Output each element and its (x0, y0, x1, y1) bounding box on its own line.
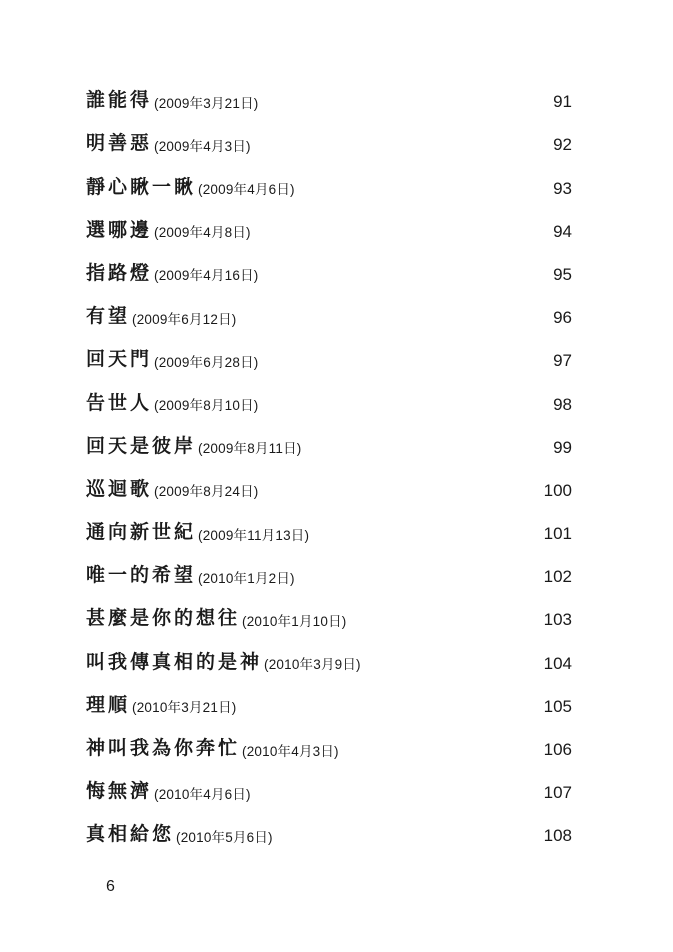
dot-leader (255, 786, 540, 800)
toc-entry-date: (2009年6月12日) (132, 311, 237, 327)
toc-entry (86, 292, 572, 335)
toc-entry-date: (2009年3月21日) (154, 95, 259, 111)
toc-entry (86, 335, 572, 378)
toc-entry-title: 告世人 (86, 391, 153, 414)
toc-entry (86, 119, 572, 162)
toc-entry-title: 巡迴歌 (86, 477, 153, 500)
toc-entry-date: (2010年5月6日) (176, 829, 273, 845)
dot-leader (262, 354, 549, 368)
dot-leader (305, 441, 549, 455)
dot-leader (240, 311, 549, 325)
toc-entry (86, 681, 572, 724)
toc-entry-title: 理順 (86, 693, 131, 716)
toc-entry-title: 靜心瞅一瞅 (86, 175, 197, 198)
toc-entry-title: 甚麼是你的想往 (86, 607, 241, 630)
toc-entry-page: 91 (553, 92, 572, 112)
toc-entry-page: 104 (543, 653, 572, 673)
dot-leader (350, 613, 539, 627)
toc-entry-date: (2010年1月10日) (242, 613, 347, 629)
dot-leader (299, 570, 540, 584)
toc-entry-title: 真相給您 (86, 823, 175, 846)
toc-entry-title: 神叫我為你奔忙 (86, 737, 241, 759)
dot-leader (343, 743, 540, 757)
toc-entry-title: 悔無濟 (86, 780, 153, 803)
toc-entry-page: 102 (543, 567, 572, 587)
dot-leader (262, 484, 539, 498)
toc-entry-title: 叫我傳真相的是神 (86, 650, 263, 673)
toc-entry-date: (2010年1月2日) (198, 570, 295, 586)
toc-entry (86, 422, 572, 465)
toc-entry-date: (2009年4月3日) (154, 138, 251, 154)
toc-entry-page: 96 (553, 308, 572, 328)
dot-leader (299, 182, 549, 196)
table-of-contents (86, 76, 572, 853)
toc-entry (86, 637, 572, 680)
toc-entry (86, 767, 572, 810)
toc-entry-title: 明善惡 (86, 132, 153, 155)
toc-entry-page: 103 (543, 610, 572, 630)
toc-entry-title: 回天門 (86, 348, 153, 371)
toc-entry-date: (2009年4月16日) (154, 268, 259, 284)
toc-entry (86, 206, 572, 249)
dot-leader (277, 829, 540, 843)
toc-entry-page: 97 (553, 351, 572, 371)
toc-entry-date: (2010年3月9日) (264, 657, 361, 673)
dot-leader (313, 527, 539, 541)
toc-entry (86, 810, 572, 853)
dot-leader (240, 700, 539, 714)
toc-entry-title: 選哪邊 (86, 218, 153, 241)
dot-leader (365, 657, 540, 671)
toc-entry-title: 回天是彼岸 (86, 434, 197, 457)
toc-entry-page: 107 (543, 783, 572, 803)
page-number: 6 (106, 878, 115, 895)
toc-entry-page: 105 (543, 696, 572, 716)
toc-entry-page: 94 (553, 221, 572, 241)
toc-entry-date: (2009年6月28日) (154, 354, 259, 370)
toc-entry-title: 通向新世紀 (86, 521, 197, 544)
toc-entry (86, 594, 572, 637)
toc-entry (86, 551, 572, 594)
toc-entry-title: 誰能得 (86, 89, 153, 112)
toc-entry-page: 99 (553, 437, 572, 457)
toc-entry-date: (2009年4月8日) (154, 225, 251, 241)
toc-entry-date: (2009年8月10日) (154, 398, 259, 413)
toc-entry-date: (2009年11月13日) (198, 527, 310, 543)
toc-entry-date: (2009年4月6日) (198, 182, 295, 198)
dot-leader (262, 268, 549, 282)
toc-entry-page: 106 (543, 740, 572, 759)
toc-entry (86, 508, 572, 551)
toc-entry-page: 100 (543, 480, 572, 500)
toc-entry (86, 76, 572, 119)
toc-entry (86, 378, 572, 421)
toc-entry-date: (2010年4月3日) (242, 743, 339, 759)
toc-entry-page: 93 (553, 178, 572, 198)
toc-entry-date: (2009年8月11日) (198, 441, 302, 457)
toc-entry-date: (2009年8月24日) (154, 484, 259, 500)
dot-leader (255, 225, 549, 239)
toc-entry-page: 101 (543, 524, 572, 544)
toc-entry-page: 98 (553, 394, 572, 414)
toc-entry-page: 108 (543, 826, 572, 846)
toc-entry (86, 724, 572, 767)
toc-entry-page: 92 (553, 135, 572, 155)
toc-entry-date: (2010年3月21日) (132, 700, 237, 716)
toc-entry (86, 465, 572, 508)
toc-entry (86, 162, 572, 205)
dot-leader (255, 138, 549, 152)
dot-leader (262, 398, 549, 412)
toc-entry-title: 唯一的希望 (86, 564, 197, 587)
toc-entry-page: 95 (553, 264, 572, 284)
toc-entry-title: 有望 (86, 305, 131, 328)
toc-entry-date: (2010年4月6日) (154, 786, 251, 802)
toc-entry (86, 249, 572, 292)
toc-entry-title: 指路燈 (86, 261, 153, 284)
dot-leader (262, 95, 549, 109)
